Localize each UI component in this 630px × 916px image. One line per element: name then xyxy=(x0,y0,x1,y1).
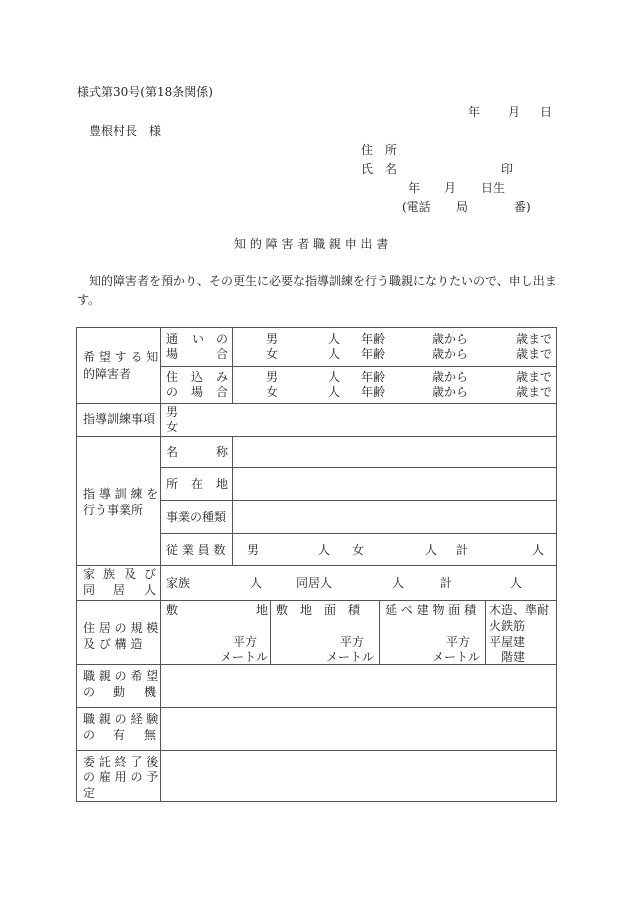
age-from: 歳から xyxy=(432,332,469,346)
experience-label-char: の xyxy=(83,728,96,742)
table-col-divider xyxy=(232,327,233,403)
employment-label-line3: 定 xyxy=(83,786,96,800)
table-col-divider xyxy=(485,600,486,664)
training-items-female: 女 xyxy=(166,420,179,434)
cohabitant-label: 同居人 xyxy=(296,576,333,590)
livein-label-char: み xyxy=(216,370,229,384)
family-total-unit: 人 xyxy=(510,576,523,590)
employment-label-line1: 委 託 終 了 後 xyxy=(83,755,159,769)
age-to: 歳まで xyxy=(516,370,553,384)
table-row-divider xyxy=(76,565,557,566)
livein-label-char: の xyxy=(166,385,179,399)
phone-open: (電話 xyxy=(402,200,431,214)
family-label-char: 家 xyxy=(83,567,96,581)
site-area-unit1: 平方 xyxy=(340,635,365,649)
age-label: 年齢 xyxy=(361,370,386,384)
intro-line-1: 知的障害者を預かり、その更生に必要な指導訓練を行う職親になりたいので、申し出ま xyxy=(89,274,557,288)
floor-area-label: 延 べ 建 物 面 積 xyxy=(385,603,477,617)
business-type-label: 事業の種類 xyxy=(166,510,227,524)
sex: 男 xyxy=(266,370,279,384)
employees-total-unit: 人 xyxy=(532,543,545,557)
business-type-field[interactable] xyxy=(233,501,556,533)
structure-option: 木造、準耐 xyxy=(489,603,550,617)
motive-label-line1: 職 親 の 希 望 xyxy=(83,669,159,683)
sex: 男 xyxy=(266,332,279,346)
motive-label-char: 動 xyxy=(113,685,126,699)
structure-option: 平屋建 xyxy=(489,635,526,649)
site-area-label: 敷 地 面 積 xyxy=(276,603,361,617)
employees-female: 女 xyxy=(352,543,365,557)
family-label-char: び xyxy=(144,567,157,581)
training-items-field[interactable] xyxy=(180,404,556,436)
age-to: 歳まで xyxy=(516,332,553,346)
site-label-char: 地 xyxy=(256,603,269,617)
business-location-field[interactable] xyxy=(233,468,556,500)
structure-option: 火鉄筋 xyxy=(489,619,526,633)
table-col-divider xyxy=(270,600,271,664)
form-number: 様式第30号(第18条関係) xyxy=(77,85,213,99)
site-label-char: 敷 xyxy=(166,603,179,617)
desired-label-line1: 希 望 す る 知 xyxy=(83,350,159,364)
business-name-char: 名 xyxy=(166,445,179,459)
document-title: 知 的 障 害 者 職 親 申 出 書 xyxy=(234,237,389,251)
livein-label-char: 合 xyxy=(216,385,229,399)
training-items-label: 指導訓練事項 xyxy=(83,412,156,426)
business-location-char: 所 xyxy=(166,477,179,491)
housing-label-line2: 及 び 構 造 xyxy=(83,637,143,651)
people-unit: 人 xyxy=(328,370,341,384)
family-label-char: 族 xyxy=(103,567,116,581)
livein-label-char: 込 xyxy=(191,370,204,384)
family-total-label: 計 xyxy=(440,576,453,590)
people-unit: 人 xyxy=(328,385,341,399)
label-char: 通 xyxy=(166,332,179,346)
age-from: 歳から xyxy=(432,370,469,384)
structure-option: 階建 xyxy=(501,650,526,664)
site-unit1: 平方 xyxy=(233,635,258,649)
business-location-char: 地 xyxy=(216,477,229,491)
table-row-divider xyxy=(160,533,557,534)
family-count-unit: 人 xyxy=(250,576,263,590)
age-from: 歳から xyxy=(432,347,469,361)
age-to: 歳まで xyxy=(516,385,553,399)
age-to: 歳まで xyxy=(516,347,553,361)
birth-day: 日生 xyxy=(481,181,506,195)
floor-area-unit2: メートル xyxy=(432,650,481,664)
experience-label-line1: 職 親 の 経 験 xyxy=(83,712,159,726)
sex: 女 xyxy=(266,385,279,399)
phone-number: 番) xyxy=(514,200,531,214)
commute-label-char: 場 xyxy=(166,347,179,361)
experience-field[interactable] xyxy=(161,708,556,750)
housing-label-line1: 住 居 の 規 模 xyxy=(83,621,159,635)
employees-male: 男 xyxy=(247,543,260,557)
employees-label: 従 業 員 数 xyxy=(166,543,226,557)
cohabitant-unit: 人 xyxy=(392,576,405,590)
people-unit: 人 xyxy=(328,347,341,361)
commute-label xyxy=(166,333,178,345)
family-label-char: 及 xyxy=(124,567,137,581)
employment-label-line2: の 雇 用 の 予 xyxy=(83,770,159,784)
addressee: 豊根村長 様 xyxy=(89,124,162,138)
family-count-label: 家族 xyxy=(166,576,191,590)
business-name-field[interactable] xyxy=(233,437,556,467)
motive-label-char: 機 xyxy=(144,685,157,699)
table-col-divider xyxy=(379,600,380,664)
age-from: 歳から xyxy=(432,385,469,399)
motive-label-char: の xyxy=(83,685,96,699)
commute-label-char: の xyxy=(216,332,229,346)
table-border-bottom xyxy=(76,801,557,802)
intro-line-2: す。 xyxy=(77,293,101,307)
table-border-top xyxy=(76,327,557,328)
livein-label-char: 場 xyxy=(191,385,204,399)
employees-male-unit: 人 xyxy=(318,543,331,557)
site-area-unit2: メートル xyxy=(326,650,375,664)
date-day: 日 xyxy=(540,105,553,119)
birth-year: 年 xyxy=(408,181,421,195)
family-label-char: 居 xyxy=(113,583,126,597)
desired-label-line2: 的障害者 xyxy=(83,367,132,381)
training-items-male: 男 xyxy=(166,405,179,419)
livein-label-char: 住 xyxy=(166,370,179,384)
address-label: 住 所 xyxy=(361,143,398,157)
business-label-line1: 指 導 訓 練 を xyxy=(83,487,159,501)
employees-total: 計 xyxy=(456,543,469,557)
motive-field[interactable] xyxy=(161,665,556,707)
commute-label-char: い xyxy=(192,332,205,346)
age-label: 年齢 xyxy=(361,347,386,361)
date-month: 月 xyxy=(508,105,521,119)
age-label: 年齢 xyxy=(361,332,386,346)
employment-field[interactable] xyxy=(161,751,556,801)
age-label: 年齢 xyxy=(361,385,386,399)
birth-month: 月 xyxy=(444,181,457,195)
business-label-line2: 行う事業所 xyxy=(83,503,144,517)
floor-area-unit1: 平方 xyxy=(446,635,471,649)
table-row-divider xyxy=(160,366,557,367)
people-unit: 人 xyxy=(328,332,341,346)
experience-label-char: 無 xyxy=(144,728,157,742)
family-label-char: 同 xyxy=(83,583,96,597)
commute-label-char: 合 xyxy=(216,347,229,361)
business-name-char: 称 xyxy=(216,445,229,459)
experience-label-char: 有 xyxy=(113,728,126,742)
sex: 女 xyxy=(266,347,279,361)
name-label: 氏 名 xyxy=(361,162,398,176)
phone-exchange: 局 xyxy=(456,200,469,214)
site-unit2: メートル xyxy=(220,650,269,664)
employees-female-unit: 人 xyxy=(425,543,438,557)
business-location-char: 在 xyxy=(191,477,204,491)
date-year: 年 xyxy=(468,105,481,119)
seal-mark: 印 xyxy=(501,162,514,176)
family-label-char: 人 xyxy=(144,583,157,597)
